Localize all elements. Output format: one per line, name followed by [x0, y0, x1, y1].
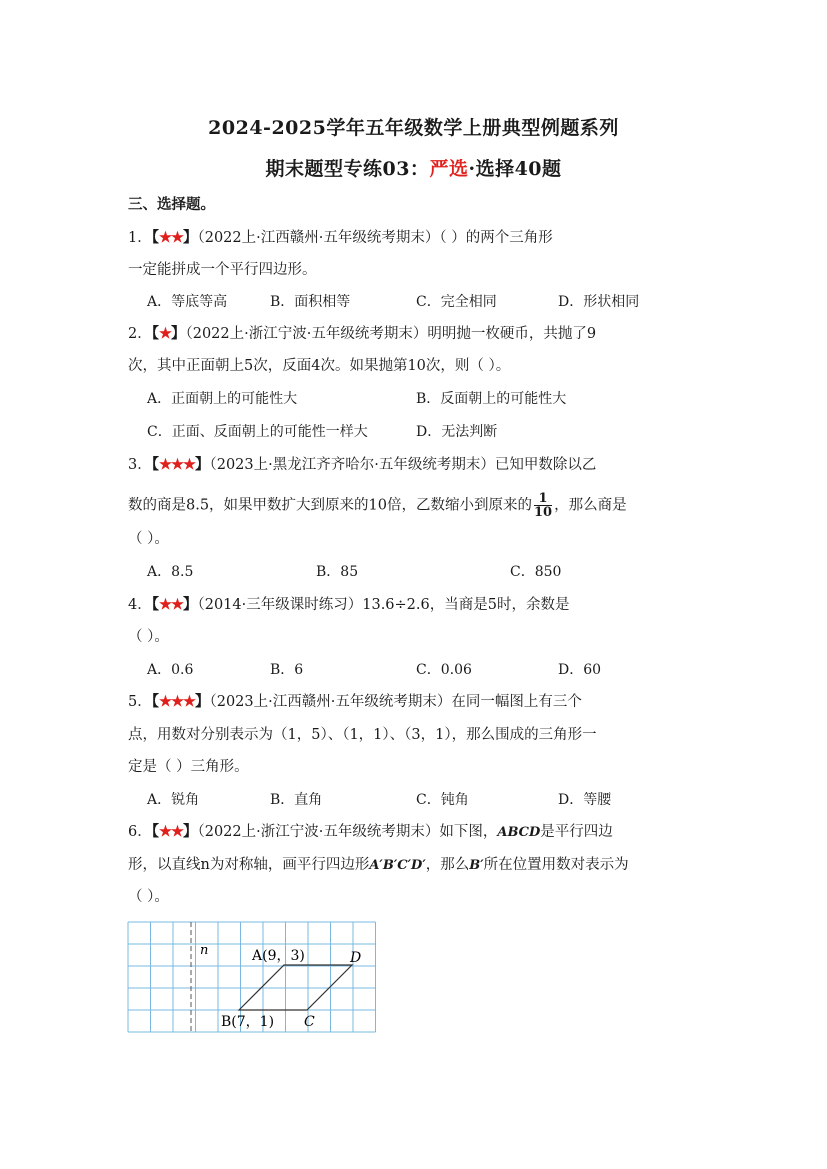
difficulty-stars: ★	[158, 325, 171, 342]
point-c-label: C	[304, 1014, 315, 1030]
question-2-text: （2022上·浙江宁波·五年级统考期末）明明抛一枚硬币，共抛了9	[185, 326, 597, 342]
fraction-denominator: 10	[534, 505, 553, 520]
question-5-line-3: 定是（ ）三角形。	[128, 759, 249, 775]
question-4-option-c[interactable]: C．0.06	[416, 662, 472, 678]
question-5-text: （2023上·江西赣州·五年级统考期末）在同一幅图上有三个	[209, 694, 582, 710]
question-5-number: 5．	[128, 694, 152, 710]
difficulty-stars: ★★	[158, 823, 183, 840]
question-4-option-b[interactable]: B．6	[270, 662, 304, 678]
question-1-option-a[interactable]: A．等底等高	[147, 294, 228, 310]
reflected-parallelogram-label: A′B′C′D′	[369, 858, 426, 873]
question-2-number: 2．	[128, 326, 152, 342]
point-b-label: B(7，1)	[221, 1014, 275, 1030]
question-6-line-3: （ ）。	[128, 889, 169, 905]
question-6-text-e: 所在位置用数对表示为	[483, 857, 629, 873]
difficulty-stars: ★★★	[158, 693, 195, 710]
question-4-option-a[interactable]: A．0.6	[147, 662, 194, 678]
difficulty-bracket: 【★★★】	[151, 456, 210, 473]
question-6-text-a: （2022上·浙江宁波·五年级统考期末）如下图，	[197, 824, 498, 840]
question-6-line-2	[128, 855, 629, 876]
parallelogram-label: ABCD	[497, 825, 541, 840]
subtitle-prefix: 期末题型专练03：	[265, 158, 430, 180]
question-6-line-1	[128, 822, 613, 843]
axis-label-n: n	[200, 943, 209, 958]
question-3-number: 3．	[128, 457, 152, 473]
subtitle-highlight: 严选	[429, 158, 469, 180]
question-6-number: 6．	[128, 824, 152, 840]
question-1-line-2: 一定能拼成一个平行四边形。	[128, 262, 317, 278]
question-2-option-d[interactable]: D．无法判断	[416, 424, 498, 440]
question-1-text: （2022上·江西赣州·五年级统考期末）（ ）的两个三角形	[197, 230, 553, 246]
question-5-line-2: 点，用数对分别表示为（1，5）、（1，1）、（3，1），那么围成的三角形一	[128, 727, 597, 743]
point-b-prime-label: B′	[469, 858, 484, 873]
question-5-option-c[interactable]: C．钝角	[416, 792, 469, 808]
question-2-option-a[interactable]: A．正面朝上的可能性大	[147, 391, 298, 407]
difficulty-stars: ★★★	[158, 456, 195, 473]
question-5-line-1	[128, 692, 582, 712]
question-1-number: 1．	[128, 230, 152, 246]
page-title: 2024-2025学年五年级数学上册典型例题系列	[208, 117, 619, 139]
question-4-number: 4．	[128, 597, 152, 613]
question-6-text-b: 是平行四边	[540, 824, 613, 840]
question-1-option-b[interactable]: B．面积相等	[270, 294, 351, 310]
difficulty-stars: ★★	[158, 229, 183, 246]
question-3-option-a[interactable]: A．8.5	[147, 564, 194, 580]
question-5-option-b[interactable]: B．直角	[270, 792, 323, 808]
question-3-option-c[interactable]: C．850	[510, 564, 562, 580]
coordinate-grid-figure	[124, 918, 378, 1036]
fraction-numerator: 1	[534, 492, 552, 506]
question-3-text-a: 数的商是8.5，如果甲数扩大到原来的10倍，乙数缩小到原来的	[128, 497, 533, 514]
question-2-option-b[interactable]: B．反面朝上的可能性大	[416, 391, 567, 407]
difficulty-bracket: 【★★★】	[151, 693, 210, 710]
question-3-text-b: ，那么商是	[554, 497, 627, 514]
difficulty-bracket: 【★】	[151, 325, 186, 342]
difficulty-stars: ★★	[158, 596, 183, 613]
difficulty-bracket: 【★★】	[151, 596, 198, 613]
question-1-line-1	[128, 228, 553, 248]
question-2-line-1	[128, 324, 596, 344]
question-4-line-2: （ ）。	[128, 629, 169, 645]
question-2-line-2: 次，其中正面朝上5次，反面4次。如果抛第10次，则（ ）。	[128, 358, 511, 374]
question-1-option-c[interactable]: C．完全相同	[416, 294, 497, 310]
question-3-line-2	[128, 492, 627, 519]
question-3-line-3: （ ）。	[128, 531, 169, 547]
question-2-option-c[interactable]: C．正面、反面朝上的可能性一样大	[147, 424, 368, 440]
point-d-label: D	[350, 950, 362, 966]
question-3-text: （2023上·黑龙江齐齐哈尔·五年级统考期末）已知甲数除以乙	[209, 457, 597, 473]
question-3-line-1	[128, 455, 596, 475]
subtitle-suffix: ·选择40题	[468, 158, 562, 180]
question-3-option-b[interactable]: B．85	[316, 564, 359, 580]
question-5-option-a[interactable]: A．锐角	[147, 792, 200, 808]
question-6-text-c: 形，以直线n为对称轴，画平行四边形	[128, 857, 370, 873]
question-4-option-d[interactable]: D．60	[558, 662, 602, 678]
question-6-text-d: ，那么	[425, 857, 470, 873]
point-a-label: A(9，3)	[252, 948, 305, 964]
page-subtitle	[0, 154, 827, 181]
section-label: 三、选择题。	[128, 196, 215, 213]
difficulty-bracket: 【★★】	[151, 229, 198, 246]
fraction-one-tenth	[534, 492, 552, 519]
difficulty-bracket: 【★★】	[151, 823, 198, 840]
question-1-option-d[interactable]: D．形状相同	[558, 294, 640, 310]
question-4-line-1	[128, 595, 569, 615]
question-5-option-d[interactable]: D．等腰	[558, 792, 612, 808]
question-4-text: （2014·三年级课时练习）13.6÷2.6，当商是5时，余数是	[197, 597, 570, 613]
